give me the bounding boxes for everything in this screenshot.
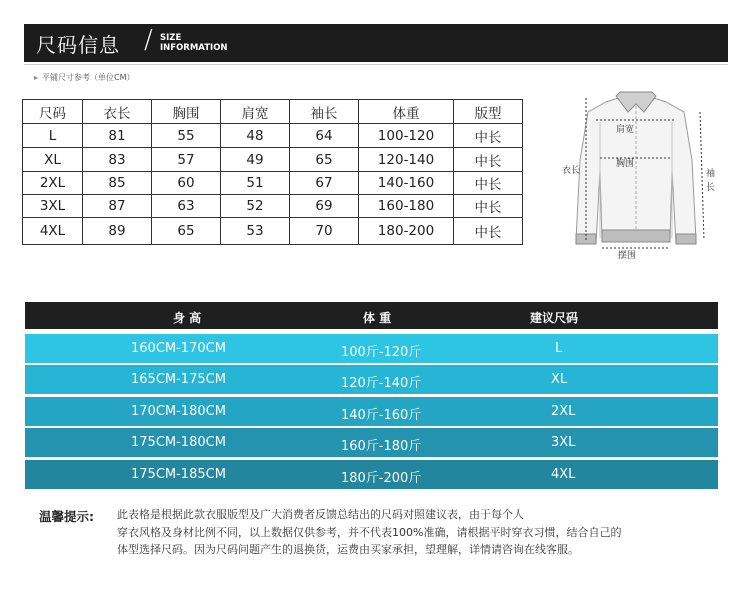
jacket-outline-icon [556,90,716,262]
table-cell: XL [23,148,83,172]
header-cell: 体重 [359,100,454,124]
table-cell: 63 [152,195,221,218]
table-cell: 中长 [454,172,523,195]
title-banner [24,24,728,62]
table-cell: 89 [83,218,152,245]
table-cell: 81 [83,124,152,148]
size-cell: 2XL [551,403,576,419]
table-cell: 100-120 [359,124,454,148]
size-cell: XL [551,372,568,388]
jacket-diagram [556,90,716,262]
table-row [25,460,718,489]
header-cell: 肩宽 [221,100,290,124]
table-cell: 51 [221,172,290,195]
table-cell: 2XL [23,172,83,195]
weight-cell: 120斤-140斤 [341,376,422,392]
shoulder-label: 肩宽 [616,125,635,135]
table-cell: 64 [290,124,359,148]
table-cell: 85 [83,172,152,195]
table-row [23,124,523,148]
height-cell: 170CM-180CM [131,403,226,419]
hem-label: 摆围 [618,251,637,261]
note-text: 平铺尺寸参考（单位CM） [42,73,135,82]
table-row [25,365,718,394]
table-row [25,397,718,426]
table-cell: 60 [152,172,221,195]
height-cell: 175CM-180CM [131,435,226,451]
table-cell: 52 [221,195,290,218]
size-table [22,99,523,245]
title-en-line1: SIZE [160,33,182,43]
table-cell: 中长 [454,218,523,245]
table-cell: 55 [152,124,221,148]
table-cell: 65 [290,148,359,172]
measurement-note [34,72,135,83]
table-cell: 87 [83,195,152,218]
table-cell: 中长 [454,195,523,218]
tips-line: 体型选择尺码。因为尺码问题产生的退换货，运费由买家承担，望理解，详情请咨询在线客服。 [117,543,579,556]
table-cell: 180-200 [359,218,454,245]
table-cell: 65 [152,218,221,245]
tips-text [117,506,717,559]
header-height: 身 高 [173,311,202,325]
weight-cell: 160斤-180斤 [341,439,422,455]
chest-label: 胸围 [616,159,635,169]
header-cell: 胸围 [152,100,221,124]
table-cell: 140-160 [359,172,454,195]
table-cell: 67 [290,172,359,195]
table-row [23,172,523,195]
height-weight-table [25,302,718,491]
size-table-header [23,100,523,124]
size-cell: 4XL [551,466,576,482]
table-row [25,428,718,457]
table-cell: 48 [221,124,290,148]
height-cell: 165CM-175CM [131,372,226,388]
table-cell: 4XL [23,218,83,245]
table-cell: 中长 [454,148,523,172]
header-cell: 衣长 [83,100,152,124]
table-cell: 120-140 [359,148,454,172]
triangle-bullet-icon: ▸ [34,73,39,82]
tips-line: 此表格是根据此款衣服版型及广大消费者反馈总结出的尺码对照建议表，由于每个人 [117,508,524,521]
table-cell: 70 [290,218,359,245]
weight-cell: 180斤-200斤 [341,470,422,486]
title-slash: / [144,25,153,55]
hw-table-header [25,302,718,329]
size-cell: 3XL [551,435,576,451]
table-cell: 中长 [454,124,523,148]
table-cell: 3XL [23,195,83,218]
table-cell: 69 [290,195,359,218]
title-en-line2: INFORMATION [160,43,228,53]
divider [24,64,728,65]
sleeve-label-2: 长 [706,183,716,193]
height-cell: 160CM-170CM [131,341,226,356]
size-cell: L [555,341,563,356]
table-cell: 83 [83,148,152,172]
header-size: 建议尺码 [530,311,579,325]
table-row [25,334,718,363]
table-cell: 57 [152,148,221,172]
height-cell: 175CM-185CM [131,466,226,482]
header-cell: 尺码 [23,100,83,124]
weight-cell: 140斤-160斤 [341,407,422,423]
header-cell: 版型 [454,100,523,124]
title-cn: 尺码信息 [36,33,120,57]
table-cell: 49 [221,148,290,172]
weight-cell: 100斤-120斤 [341,345,422,360]
sleeve-label-1: 袖 [706,169,716,179]
table-row [23,218,523,245]
length-label: 衣长 [562,166,581,176]
table-cell: 53 [221,218,290,245]
table-cell: 160-180 [359,195,454,218]
table-row [23,148,523,172]
header-weight: 体 重 [363,311,392,325]
table-row [23,195,523,218]
tips-line: 穿衣风格及身材比例不同，以上数据仅供参考，并不代表100%准确，请根据平时穿衣习惯，结合自己的 [117,525,622,539]
header-cell: 袖长 [290,100,359,124]
tips-title: 温馨提示: [39,509,94,524]
table-cell: L [23,124,83,148]
